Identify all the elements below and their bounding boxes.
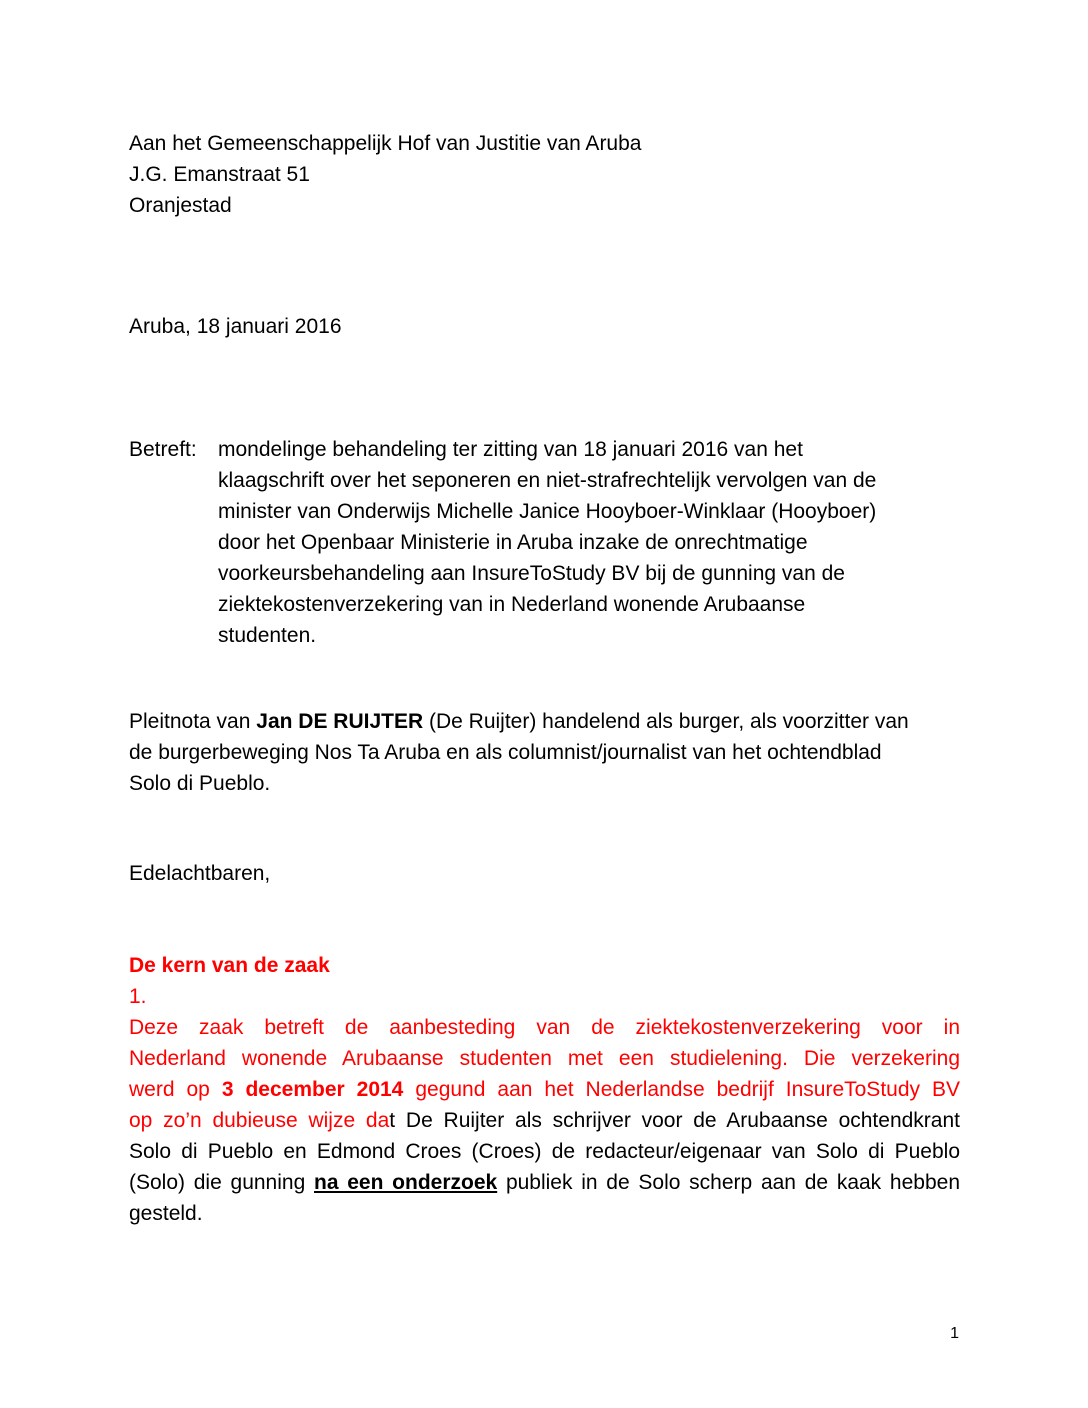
paragraph-text: gegund aan het Nederlandse bedrijf InsureToStudy BV: [403, 1078, 960, 1101]
paragraph-number: 1.: [129, 985, 147, 1008]
paragraph-line: Solo di Pueblo en Edmond Croes (Croes) de redacteur/eigenaar van Solo di Pueblo: [129, 1140, 960, 1163]
paragraph-text: (Solo) die gunning: [129, 1171, 314, 1194]
subject-label: Betreft:: [129, 438, 197, 461]
address-line-2: J.G. Emanstraat 51: [129, 163, 310, 186]
pleitnota-line-1: [129, 706, 909, 737]
section-heading: De kern van de zaak: [129, 954, 330, 977]
author-name: Jan DE RUIJTER: [256, 710, 424, 733]
paragraph-text-red: op zo’n dubieuse wijze da: [129, 1109, 390, 1132]
paragraph-line: gesteld.: [129, 1202, 203, 1225]
subject-line: klaagschrift over het seponeren en niet-strafrechtelijk vervolgen van de: [218, 469, 877, 492]
highlight-date: 3 december 2014: [221, 1078, 404, 1101]
pleitnota-line-3: Solo di Pueblo.: [129, 772, 271, 795]
subject-line: voorkeursbehandeling aan InsureToStudy BV bij de gunning van de: [218, 562, 845, 585]
pleitnota-suffix: (De Ruijter) handelend als burger, als voorzitter van: [423, 710, 909, 733]
address-line-3: Oranjestad: [129, 194, 232, 217]
paragraph-line: [129, 1167, 960, 1198]
subject-line: ziektekostenverzekering van in Nederland wonende Arubaanse: [218, 593, 806, 616]
date-line: Aruba, 18 januari 2016: [129, 315, 342, 338]
section-paragraph: [129, 1012, 960, 1229]
pleitnota-line-2: de burgerbeweging Nos Ta Aruba en als columnist/journalist van het ochtendblad: [129, 741, 882, 764]
subject-line: studenten.: [218, 624, 317, 647]
subject-line: minister van Onderwijs Michelle Janice Hooyboer-Winklaar (Hooyboer): [218, 500, 877, 523]
paragraph-text: t De Ruijter als schrijver voor de Arubaanse ochtendkrant: [389, 1109, 960, 1132]
paragraph-line: Deze zaak betreft de aanbesteding van de ziektekostenverzekering voor in: [129, 1016, 960, 1039]
page-number: 1: [950, 1325, 959, 1342]
salutation: Edelachtbaren,: [129, 862, 271, 885]
paragraph-line: Nederland wonende Arubaanse studenten met een studielening. Die verzekering: [129, 1047, 960, 1070]
emphasis-text: na een onderzoek: [314, 1171, 498, 1194]
paragraph-text: werd op: [129, 1078, 222, 1101]
paragraph-line: [129, 1105, 960, 1136]
pleitnota-prefix: Pleitnota van: [129, 710, 257, 733]
subject-text: [218, 434, 958, 651]
subject-line: mondelinge behandeling ter zitting van 18 januari 2016 van het: [218, 438, 803, 461]
subject-line: door het Openbaar Ministerie in Aruba inzake de onrechtmatige: [218, 531, 808, 554]
paragraph-text: publiek in de Solo scherp aan de kaak hebben: [497, 1171, 960, 1194]
address-line-1: Aan het Gemeenschappelijk Hof van Justitie van Aruba: [129, 132, 642, 155]
paragraph-line: [129, 1074, 960, 1105]
